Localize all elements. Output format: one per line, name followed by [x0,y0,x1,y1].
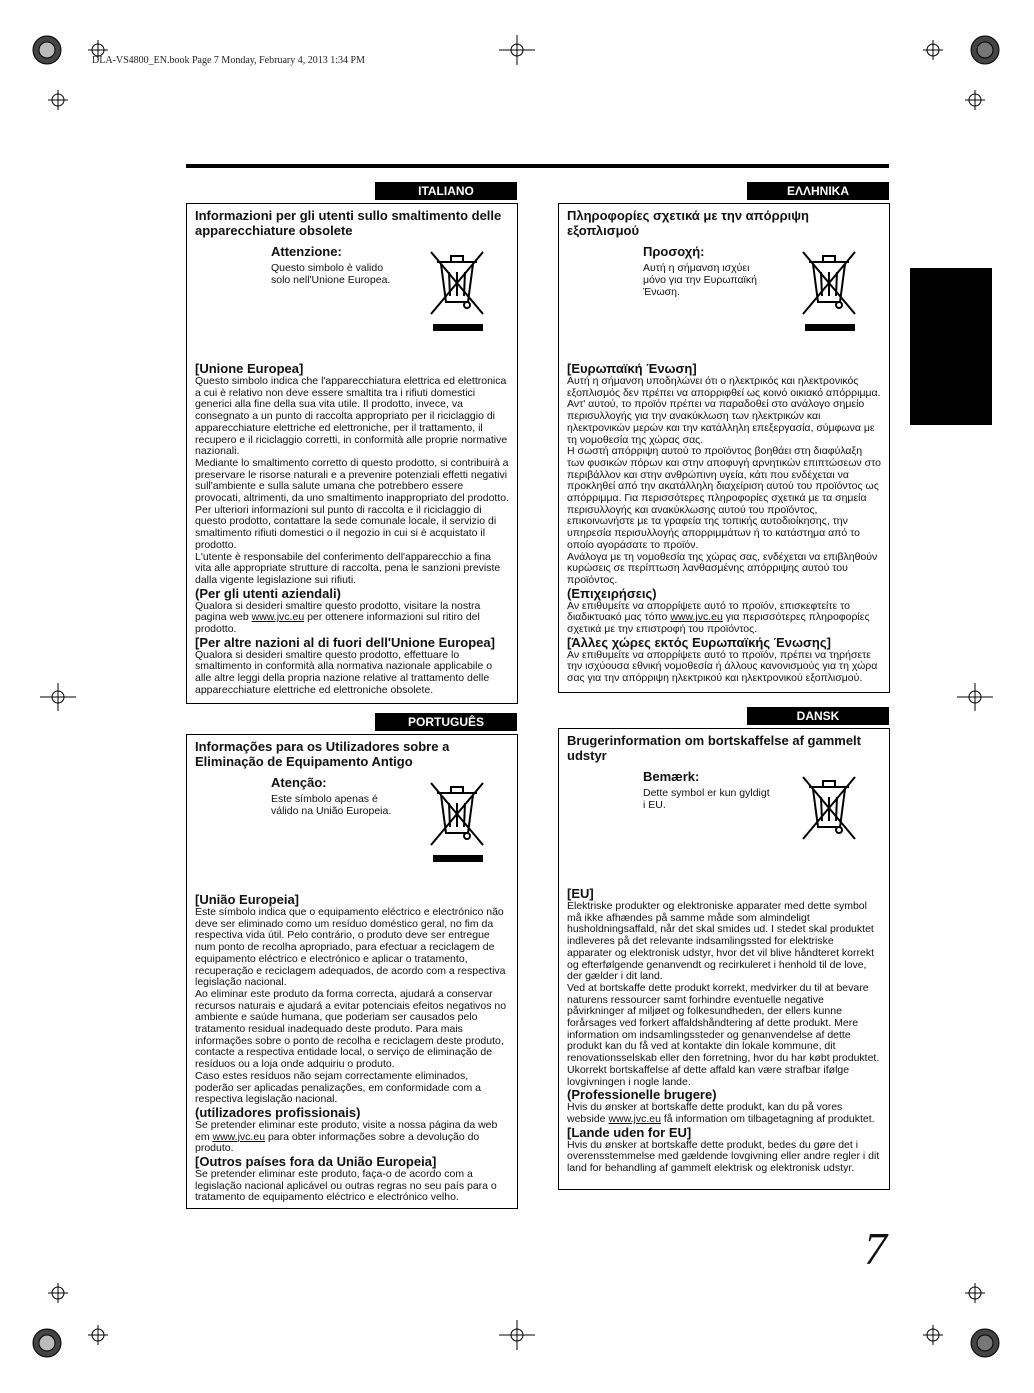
page-number: 7 [864,1223,887,1274]
jvc-link[interactable]: www.jvc.eu [670,611,723,624]
panel-greek [558,203,890,693]
crossed-out-wheeled-bin-icon [427,773,487,865]
attention-block [195,773,509,893]
other-heading: [Outros países fora da União Europeia] [195,1154,437,1170]
tab-greek: ΕΛΛΗΝΙΚΑ [747,182,889,200]
business-heading: (Professionelle brugere) [567,1087,717,1103]
eu-text: Questo simbolo indica che l'apparecchiatura elettrica ed elettronica a cui è relativo non deve essere smaltita tra i rifiuti domestici generici alla fine della sua vita utile. Il prodotto, invece, va consegnato a un punto di raccolta appropriato per il riciclaggio di apparecchiature elettriche ed elettroniche, per il trattamento, il recupero e il riciclaggio corretti, in conformità alle proprie normative nazionali. [195,375,508,458]
business-heading: (Επιχειρήσεις) [567,585,657,601]
section-title: Brugerinformation om bortskaffelse af gammelt udstyr [567,733,861,763]
jvc-link[interactable]: www.jvc.eu [608,1112,661,1125]
eu-text: Αυτή η σήμανση υποδηλώνει ότι ο ηλεκτρικός και ηλεκτρονικός εξοπλισμός δεν πρέπει να απορριφθεί ως κοινό οικιακό απόρριμμα. Αντ' αυτού, το προϊόν πρέπει να παραδοθεί στο ανάλογο σημείο περισυλλογής για την ανακύκλωση των ηλεκτρικών και ηλεκτρονικών μερών και την κατάλληλη επεξεργασία, σύμφωνα με τη νομοθεσία της χώρας σας. [567,375,881,446]
eu-text-3: Ukorrekt bortskaffelse af dette affald kan være strafbar ifølge lovgivningen i nogle lande. [567,1063,850,1088]
attention-text: Αυτή η σήμανση ισχύει μόνο για την Ευρωπαϊκή Ένωση. [643,262,757,298]
eu-text-2: Ved at bortskaffe dette produkt korrekt, medvirker du til at bevare naturens ressourcer samt forhindre eventuelle negative påvirkninger af miljøet og folkesundheden, der ellers kunne forårsages ved forkert affaldshåndtering af dette produkt. Mere information om indsamlingssteder og genanvendelse af dette produkt kan du få ved at kontakte din lokale kommune, dit renovationsselskab eller den forretning, hvor du har købt produktet. [567,981,880,1065]
crossed-out-wheeled-bin-icon [799,767,859,847]
other-heading: [Lande uden for EU] [567,1124,692,1140]
other-text: Qualora si desideri smaltire questo prodotto, effettuare lo smaltimento in conformità alla normativa nazionale applicabile o alle altre leggi della propria nazione relative al trattamento delle apparecchiature elettriche ed elettroniche obsolete. [195,648,493,696]
attention-block [195,242,509,362]
business-text: Hvis du ønsker at bortskaffe dette produkt, kan du på vores webside www.jvc.eu få information om tilbagetagning af produktet. [567,1101,875,1125]
eu-heading: [EU] [567,886,594,901]
section-title: Informações para os Utilizadores sobre a Eliminação de Equipamento Antigo [195,739,450,769]
crossed-out-wheeled-bin-icon [799,242,859,334]
business-text: Αν επιθυμείτε να απορρίψετε αυτό το προϊόν, επισκεφτείτε το διαδικτυακό μας τόπο www.jvc.eu για περισσότερες πληροφορίες σχετικά με την επιστροφή του προϊόντος. [567,599,870,636]
eu-heading: [União Europeia] [195,892,300,907]
business-text: Qualora si desideri smaltire questo prodotto, visitare la nostra pagina web www.jvc.eu per ottenere informazioni sul ritiro del prodotto. [195,599,481,636]
eu-text-3: Ανάλογα με τη νομοθεσία της χώρας σας, ενδέχεται να επιβληθούν κυρώσεις σε περίπτωση λανθασμένης απόρριψης αυτού του προϊόντος. [567,550,878,586]
panel-italiano [186,203,518,704]
attention-text: Dette symbol er kun gyldigt i EU. [643,787,770,811]
attention-text: Este símbolo apenas é válido na União Europeia. [271,793,392,817]
attention-title: Attenzione: [271,244,342,259]
section-title: Πληροφορίες σχετικά με την απόρριψη εξοπλισμού [567,208,809,238]
attention-block [567,242,881,362]
eu-text-3: L'utente è responsabile del conferimento dell'apparecchio a fina vita alle appropriate strutture di raccolta, pena le sanzioni previste dalla vigente legislazione sui rifiuti. [195,550,501,586]
attention-block [567,767,881,887]
attention-title: Προσοχή: [643,244,705,259]
eu-text: Este símbolo indica que o equipamento eléctrico e electrónico não deve ser eliminado como um resíduo doméstico geral, no fim da respectiva vida útil. Pelo contrário, o produto deve ser entregue num ponto de recolha apropriado, para efectuar a reciclagem de equipamento eléctrico e electrónico e aplicar o tratamento, recuperação e reciclagem adequados, de acordo com a respectiva legislação nacional. [195,906,506,989]
tab-dansk: DANSK [747,707,889,725]
business-heading: (Per gli utenti aziendali) [195,585,341,601]
jvc-link[interactable]: www.jvc.eu [251,611,305,624]
crossed-out-wheeled-bin-icon [427,242,487,334]
section-title: Informazioni per gli utenti sullo smaltimento delle apparecchiature obsolete [195,208,502,238]
eu-text-2: Ao eliminar este produto da forma correcta, ajudará a conservar recursos naturais e ajudará a evitar potenciais efeitos negativos no ambiente e saúde humana, que poderiam ser causados pelo tratamento residual inadequado deste produto. Para mais informações sobre o ponto de recolha e reciclagem deste produto, contacte a respectiva entidade local, o serviço de eliminação de resíduos ou a loja onde adquiriu o produto. [195,987,507,1071]
attention-title: Atenção: [271,775,327,790]
business-text: Se pretender eliminar este produto, visite a nossa página da web em www.jvc.eu para obter informações sobre a devolução do produto. [195,1118,498,1155]
panel-portugues [186,734,518,1209]
eu-text-2: Η σωστή απόρριψη αυτού το προϊόντος βοηθάει στη διαφύλαξη των φυσικών πόρων και στην αποφυγή αρνητικών επιπτώσεων στο περιβάλλον και στην ανθρώπινη υγεία, κάτι που ενδέχεται να προκληθεί από την ακατάλληλη διαχείριση αυτού του προϊόντος ως απόρριμμα. Για περισσότερες πληροφορίες σχετικά με τα σημεία περισυλλογής και ανακύκλωσης αυτού του προϊόντος, επικοινωνήστε με τα γραφεία της τοπικής αυτοδιοίκησης, την υπηρεσία περισυλλογής απορριμμάτων ή το κατάστημα από το οποίο αγοράσατε το προϊόν. [567,445,881,551]
other-text: Hvis du ønsker at bortskaffe dette produkt, bedes du gøre det i overensstemmelse med gældende lovgivning eller andre regler i dit land for behandling af gammelt elektrisk og elektronisk udstyr. [567,1138,880,1175]
tab-italiano: ITALIANO [375,182,517,200]
file-header: DLA-VS4800_EN.book Page 7 Monday, February 4, 2013 1:34 PM [92,55,365,66]
panel-dansk [558,728,890,1190]
attention-text: Questo simbolo è valido solo nell'Unione Europea. [271,262,391,286]
other-text: Αν επιθυμείτε να απορρίψετε αυτό το προϊόν, πρέπει να τηρήσετε την ισχύουσα εθνική νομοθεσία ή άλλους κανονισμούς για τη χώρα σας για την απόρριψη ηλεκτρικού και ηλεκτρονικού εξοπλισμού. [567,648,878,685]
attention-title: Bemærk: [643,769,700,784]
eu-text-2: Mediante lo smaltimento corretto di questo prodotto, si contribuirà a preservare le risorse naturali e a prevenire potenziali effetti negativi sull'ambiente e sulla salute umana che potrebbero essere provocati, altrimenti, da uno smaltimento inappropriato del prodotto. Per ulteriori informazioni sul punto di raccolta e il riciclaggio di questo prodotto, contattare la sede comunale locale, il servizio di smaltimento rifiuti domestici o il negozio in cui si è acquistato il prodotto. [195,456,510,551]
eu-text: Elektriske produkter og elektroniske apparater med dette symbol må ikke afhændes på samme måde som almindeligt husholdningsaffald, når det skal smides ud. I stedet skal produktet indleveres på det relevante indsamlingssted for elektriske apparater og elektronisk udstyr, hvor det vil blive håndteret korrekt og efterfølgende genanvendt og recirkuleret i henhold til de love, der gælder i dit land. [567,900,874,983]
other-text: Se pretender eliminar este produto, faça-o de acordo com a legislação nacional aplicável ou outras regras no seu país para o tratamento de equipamento eléctrico e electrónico velho. [195,1168,497,1204]
other-heading: [Άλλες χώρες εκτός Ευρωπαϊκής Ένωσης] [567,634,831,650]
top-rule [186,164,889,168]
eu-heading: [Ευρωπαϊκή Ένωση] [567,361,697,376]
jvc-link[interactable]: www.jvc.eu [212,1130,266,1143]
tab-portugues: PORTUGUÊS [375,713,517,731]
business-heading: (utilizadores profissionais) [195,1104,361,1120]
side-tab [910,268,992,425]
eu-heading: [Unione Europea] [195,361,304,376]
eu-text-3: Caso estes resíduos não sejam correctamente eliminados, poderão ser aplicadas penalizações, em conformidade com a respectiva legislação nacional. [195,1069,481,1106]
other-heading: [Per altre nazioni al di fuori dell'Unione Europea] [195,634,495,650]
